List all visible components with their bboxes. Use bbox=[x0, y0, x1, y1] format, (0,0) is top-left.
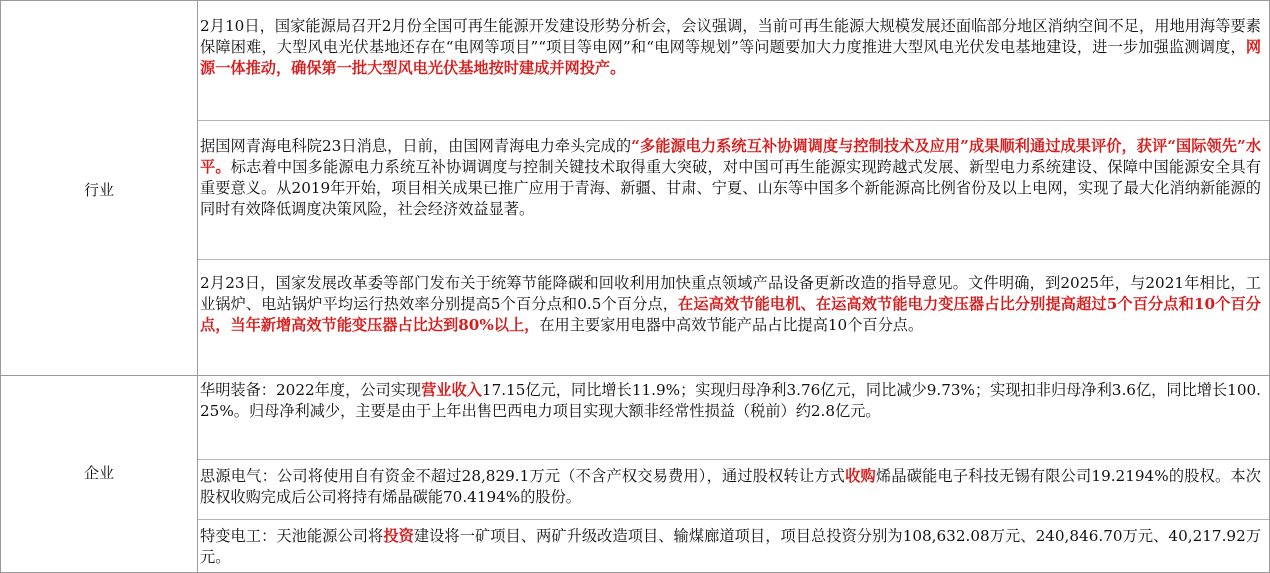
industry-news-item bbox=[198, 136, 1269, 251]
news-highlight: 营业收入 bbox=[421, 381, 482, 399]
company-news-item bbox=[198, 466, 1269, 516]
news-highlight: 收购 bbox=[845, 467, 876, 485]
news-text: 思源电气：公司将使用自有资金不超过28,829.1万元（不含产权交易费用），通过股权转让方式 bbox=[200, 467, 846, 485]
news-text: 标志着中国多能源电力系统互补协调调度与控制关键技术取得重大突破，对中国可再生能源实现跨越式发展、新型电力系统建设、保障中国能源安全具有重要意义。从2019年开始，项目相关成果已推广应用于青海、新疆、甘肃、宁夏、山东等中国多个新能源高比例省份及以上电网，实现了最大化消纳新能源的同时有效降低调度决策风险，社会经济效益显著。 bbox=[200, 158, 1262, 218]
row-divider bbox=[198, 459, 1269, 460]
category-label-industry: 行业 bbox=[83, 181, 114, 199]
news-text: 据国网青海电科院23日消息，日前，由国网青海电力牵头完成的 bbox=[200, 137, 632, 155]
news-text: 烯晶碳能电子科技无锡有限公司19.2194%的股权。本次股权收购完成后公司将持有烯晶碳能70.4194%的股份。 bbox=[200, 467, 1261, 506]
news-highlight: 在运高效节能电机、在运高效节能电力变压器占比分别提高超过5个百分点和10个百分点，当年新增高效节能变压器占比达到80%以上， bbox=[200, 295, 1261, 334]
company-news-item bbox=[198, 526, 1269, 570]
news-highlight: “多能源电力系统互补协调调度与控制技术及应用”成果顺利通过成果评价，获评“国际领先”水平。 bbox=[200, 137, 1262, 176]
company-news-item bbox=[198, 380, 1269, 456]
category-column bbox=[1, 1, 198, 572]
news-text: 华明装备：2022年度，公司实现 bbox=[200, 381, 422, 399]
news-text: 2月10日，国家能源局召开2月份全国可再生能源开发建设形势分析会，会议强调，当前可再生能源大规模发展还面临部分地区消纳空间不足，用地用海等要素保障困难，大型风电光伏基地还存在“电网等项目”“项目等电网”和“电网等规划”等问题要加大力度推进大型风电光伏发电基地建设，进一步加强监测调度， bbox=[200, 17, 1261, 56]
industry-news-item bbox=[198, 273, 1269, 368]
news-highlight: 投资 bbox=[383, 527, 414, 545]
news-text: 在用主要家用电器中高效节能产品占比提高10个百分点。 bbox=[539, 316, 924, 334]
news-text: 17.15亿元，同比增长11.9%；实现归母净利3.76亿元，同比减少9.73%；实现扣非归母净利3.6亿，同比增长100.25%。归母净利减少，主要是由于上年出售巴西电力项目实现大额非经常性损益（税前）约2.8亿元。 bbox=[200, 381, 1261, 420]
section-divider bbox=[1, 375, 1269, 376]
row-divider bbox=[198, 519, 1269, 520]
news-text: 2月23日，国家发展改革委等部门发布关于统筹节能降碳和回收利用加快重点领域产品设备更新改造的指导意见。文件明确，到2025年，与2021年相比，工业锅炉、电站锅炉平均运行热效率分别提高5个百分点和0.5个百分点， bbox=[200, 274, 1261, 313]
news-text: 特变电工：天池能源公司将 bbox=[200, 527, 384, 545]
row-divider bbox=[198, 259, 1269, 260]
news-highlight: 网源一体推动，确保第一批大型风电光伏基地按时建成并网投产。 bbox=[200, 38, 1261, 77]
row-divider bbox=[198, 120, 1269, 121]
news-text: 建设将一矿项目、两矿升级改造项目、输煤廊道项目，项目总投资分别为108,632.08万元、240,846.70万元、40,217.92万元。 bbox=[200, 527, 1262, 566]
category-label-enterprise: 企业 bbox=[83, 464, 114, 482]
industry-news-item bbox=[198, 16, 1269, 116]
